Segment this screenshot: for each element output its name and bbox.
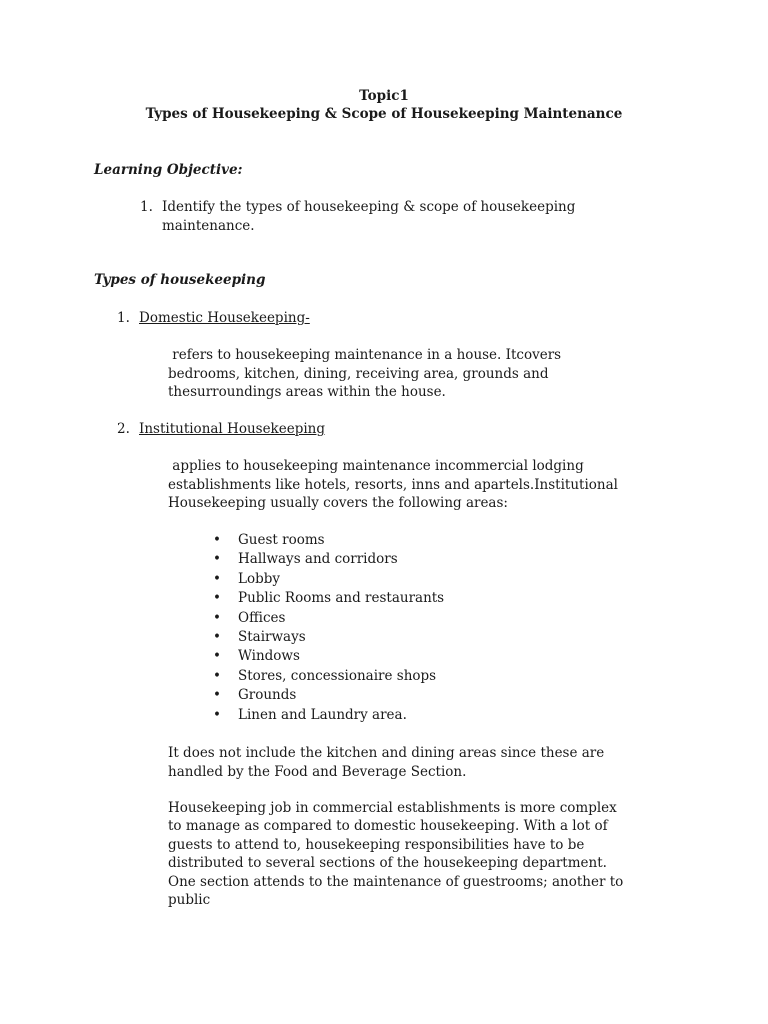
bullet-icon: •: [213, 706, 221, 723]
bullet-icon: •: [213, 667, 221, 684]
complexity-line-2: to manage as compared to domestic housekeeping. With a lot of: [168, 818, 608, 835]
institutional-title: Institutional Housekeeping: [139, 421, 326, 437]
types-heading: Types of housekeeping: [94, 272, 266, 288]
objective-number: 1.: [140, 199, 153, 215]
domestic-line-1: refers to housekeeping maintenance in a house. Itcovers: [168, 347, 562, 363]
domestic-description: [168, 346, 561, 402]
list-item: • Public Rooms and restaurants: [213, 589, 444, 608]
list-item: • Linen and Laundry area.: [213, 706, 444, 725]
bullet-icon: •: [213, 648, 221, 665]
institutional-line-3: Housekeeping usually covers the following areas:: [168, 495, 508, 512]
bullet-icon: •: [213, 590, 221, 607]
complexity-line-3: guests to attend to, housekeeping responsibilities have to be: [168, 836, 585, 853]
list-item: • Windows: [213, 647, 444, 666]
complexity-paragraph: [168, 799, 623, 909]
exclusion-line-1: It does not include the kitchen and dining areas since these are: [168, 745, 605, 761]
bullet-icon: •: [213, 570, 221, 587]
complexity-line-5: One section attends to the maintenance of guestrooms; another to: [168, 873, 624, 890]
bullet-icon: •: [213, 628, 221, 645]
bullet-icon: •: [213, 551, 221, 568]
bullet-icon: •: [213, 532, 221, 548]
list-item: • Guest rooms: [213, 531, 444, 550]
institutional-line-1: applies to housekeeping maintenance incommercial lodging: [168, 458, 584, 474]
document-title: Types of Housekeeping & Scope of Housekeeping Maintenance: [145, 106, 623, 122]
list-item: • Grounds: [213, 686, 444, 705]
complexity-line-6: public: [168, 892, 211, 909]
domestic-line-2: bedrooms, kitchen, dining, receiving area, grounds and: [168, 365, 549, 382]
institutional-number: 2.: [117, 421, 130, 437]
domestic-title: Domestic Housekeeping-: [139, 310, 310, 326]
exclusion-paragraph: [168, 744, 604, 781]
exclusion-line-2: handled by the Food and Beverage Section.: [168, 763, 467, 780]
complexity-line-1: Housekeeping job in commercial establishments is more complex: [168, 800, 617, 816]
bullet-icon: •: [213, 687, 221, 704]
domestic-number: 1.: [117, 310, 130, 326]
list-item: • Lobby: [213, 570, 444, 589]
areas-list: [213, 531, 444, 725]
learning-objective-heading: Learning Objective:: [94, 162, 243, 178]
list-item: • Offices: [213, 609, 444, 628]
institutional-description: [168, 457, 618, 513]
objective-line-1: Identify the types of housekeeping & scope of housekeeping: [162, 199, 576, 215]
list-item: • Hallways and corridors: [213, 550, 444, 569]
objective-line-2: maintenance.: [162, 218, 255, 234]
topic-label: Topic1: [359, 88, 409, 104]
institutional-line-2: establishments like hotels, resorts, inns and apartels.Institutional: [168, 476, 618, 493]
list-item: • Stairways: [213, 628, 444, 647]
complexity-line-4: distributed to several sections of the housekeeping department.: [168, 855, 607, 872]
domestic-line-3: thesurroundings areas within the house.: [168, 384, 446, 401]
list-item: • Stores, concessionaire shops: [213, 667, 444, 686]
bullet-icon: •: [213, 609, 221, 626]
